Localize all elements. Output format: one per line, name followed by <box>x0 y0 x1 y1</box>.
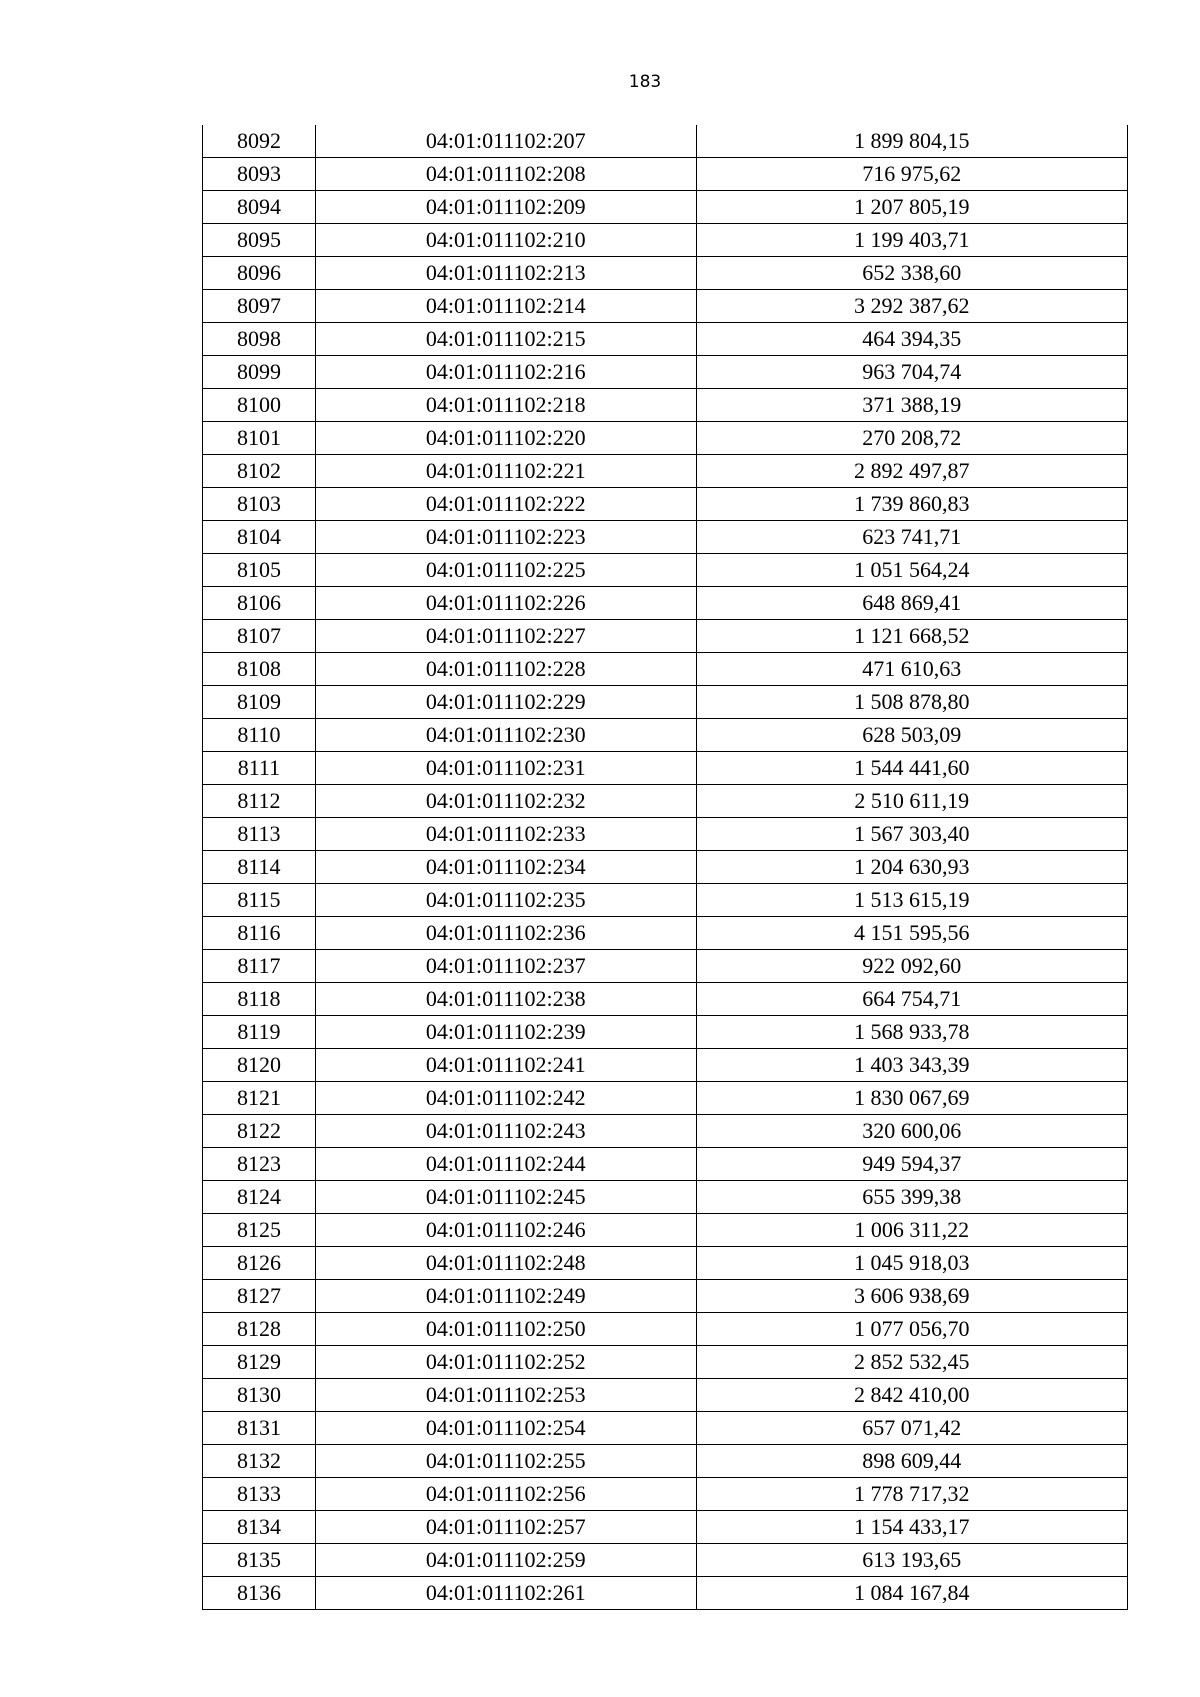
cadastral-number-cell: 04:01:011102:256 <box>315 1478 696 1511</box>
row-number-cell: 8112 <box>203 785 316 818</box>
cadastral-value-cell: 922 092,60 <box>696 950 1127 983</box>
cadastral-number-cell: 04:01:011102:207 <box>315 125 696 158</box>
cadastral-number-cell: 04:01:011102:221 <box>315 455 696 488</box>
row-number-cell: 8097 <box>203 290 316 323</box>
cadastral-number-cell: 04:01:011102:249 <box>315 1280 696 1313</box>
cadastral-value-cell: 1 544 441,60 <box>696 752 1127 785</box>
cadastral-number-cell: 04:01:011102:236 <box>315 917 696 950</box>
table-row <box>203 1280 1128 1313</box>
cadastral-value-cell: 371 388,19 <box>696 389 1127 422</box>
row-number-cell: 8101 <box>203 422 316 455</box>
table-row <box>203 1115 1128 1148</box>
cadastral-number-cell: 04:01:011102:257 <box>315 1511 696 1544</box>
row-number-cell: 8131 <box>203 1412 316 1445</box>
cadastral-number-cell: 04:01:011102:255 <box>315 1445 696 1478</box>
table-row <box>203 224 1128 257</box>
table-row <box>203 455 1128 488</box>
row-number-cell: 8093 <box>203 158 316 191</box>
row-number-cell: 8133 <box>203 1478 316 1511</box>
row-number-cell: 8122 <box>203 1115 316 1148</box>
table-row <box>203 125 1128 158</box>
cadastral-number-cell: 04:01:011102:228 <box>315 653 696 686</box>
table-row <box>203 1016 1128 1049</box>
cadastral-number-cell: 04:01:011102:210 <box>315 224 696 257</box>
row-number-cell: 8119 <box>203 1016 316 1049</box>
cadastral-value-cell: 1 778 717,32 <box>696 1478 1127 1511</box>
row-number-cell: 8126 <box>203 1247 316 1280</box>
row-number-cell: 8125 <box>203 1214 316 1247</box>
cadastral-number-cell: 04:01:011102:225 <box>315 554 696 587</box>
row-number-cell: 8110 <box>203 719 316 752</box>
cadastral-value-cell: 1 207 805,19 <box>696 191 1127 224</box>
cadastral-number-cell: 04:01:011102:231 <box>315 752 696 785</box>
cadastral-value-cell: 898 609,44 <box>696 1445 1127 1478</box>
table-row <box>203 1181 1128 1214</box>
cadastral-number-cell: 04:01:011102:237 <box>315 950 696 983</box>
cadastral-number-cell: 04:01:011102:238 <box>315 983 696 1016</box>
cadastral-value-cell: 4 151 595,56 <box>696 917 1127 950</box>
cadastral-value-cell: 1 567 303,40 <box>696 818 1127 851</box>
cadastral-number-cell: 04:01:011102:250 <box>315 1313 696 1346</box>
cadastral-number-cell: 04:01:011102:234 <box>315 851 696 884</box>
cadastral-value-cell: 716 975,62 <box>696 158 1127 191</box>
table-row <box>203 1214 1128 1247</box>
cadastral-value-cell: 1 199 403,71 <box>696 224 1127 257</box>
cadastral-value-cell: 1 508 878,80 <box>696 686 1127 719</box>
table-row <box>203 818 1128 851</box>
cadastral-value-cell: 949 594,37 <box>696 1148 1127 1181</box>
table-row <box>203 1346 1128 1379</box>
cadastral-value-cell: 1 403 343,39 <box>696 1049 1127 1082</box>
table-row <box>203 1478 1128 1511</box>
table-row <box>203 191 1128 224</box>
row-number-cell: 8118 <box>203 983 316 1016</box>
row-number-cell: 8123 <box>203 1148 316 1181</box>
table-row <box>203 389 1128 422</box>
row-number-cell: 8135 <box>203 1544 316 1577</box>
row-number-cell: 8117 <box>203 950 316 983</box>
cadastral-value-cell: 963 704,74 <box>696 356 1127 389</box>
cadastral-value-cell: 623 741,71 <box>696 521 1127 554</box>
cadastral-value-cell: 270 208,72 <box>696 422 1127 455</box>
cadastral-number-cell: 04:01:011102:213 <box>315 257 696 290</box>
cadastral-number-cell: 04:01:011102:227 <box>315 620 696 653</box>
row-number-cell: 8132 <box>203 1445 316 1478</box>
row-number-cell: 8127 <box>203 1280 316 1313</box>
row-number-cell: 8115 <box>203 884 316 917</box>
cadastral-number-cell: 04:01:011102:254 <box>315 1412 696 1445</box>
row-number-cell: 8108 <box>203 653 316 686</box>
row-number-cell: 8120 <box>203 1049 316 1082</box>
table-row <box>203 1148 1128 1181</box>
cadastral-number-cell: 04:01:011102:214 <box>315 290 696 323</box>
row-number-cell: 8105 <box>203 554 316 587</box>
cadastral-value-cell: 1 006 311,22 <box>696 1214 1127 1247</box>
table-row <box>203 884 1128 917</box>
cadastral-number-cell: 04:01:011102:242 <box>315 1082 696 1115</box>
cadastral-number-cell: 04:01:011102:245 <box>315 1181 696 1214</box>
cadastral-number-cell: 04:01:011102:241 <box>315 1049 696 1082</box>
table-row <box>203 290 1128 323</box>
row-number-cell: 8134 <box>203 1511 316 1544</box>
cadastral-number-cell: 04:01:011102:246 <box>315 1214 696 1247</box>
cadastral-value-cell: 3 292 387,62 <box>696 290 1127 323</box>
cadastral-value-cell: 1 051 564,24 <box>696 554 1127 587</box>
cadastral-value-cell: 628 503,09 <box>696 719 1127 752</box>
cadastral-value-cell: 1 513 615,19 <box>696 884 1127 917</box>
table-row <box>203 356 1128 389</box>
row-number-cell: 8109 <box>203 686 316 719</box>
cadastral-number-cell: 04:01:011102:226 <box>315 587 696 620</box>
table-row <box>203 719 1128 752</box>
cadastral-number-cell: 04:01:011102:220 <box>315 422 696 455</box>
row-number-cell: 8103 <box>203 488 316 521</box>
table-row <box>203 917 1128 950</box>
table-row <box>203 653 1128 686</box>
row-number-cell: 8129 <box>203 1346 316 1379</box>
table-row <box>203 488 1128 521</box>
cadastral-value-cell: 464 394,35 <box>696 323 1127 356</box>
cadastral-number-cell: 04:01:011102:243 <box>315 1115 696 1148</box>
table-row <box>203 257 1128 290</box>
cadastral-number-cell: 04:01:011102:239 <box>315 1016 696 1049</box>
cadastral-value-cell: 613 193,65 <box>696 1544 1127 1577</box>
table-row <box>203 158 1128 191</box>
cadastral-number-cell: 04:01:011102:252 <box>315 1346 696 1379</box>
table-row <box>203 620 1128 653</box>
cadastral-value-cell: 664 754,71 <box>696 983 1127 1016</box>
cadastral-value-cell: 655 399,38 <box>696 1181 1127 1214</box>
cadastral-value-cell: 1 830 067,69 <box>696 1082 1127 1115</box>
table-row <box>203 1247 1128 1280</box>
cadastral-value-cell: 2 852 532,45 <box>696 1346 1127 1379</box>
cadastral-value-cell: 2 842 410,00 <box>696 1379 1127 1412</box>
row-number-cell: 8128 <box>203 1313 316 1346</box>
cadastral-value-cell: 2 892 497,87 <box>696 455 1127 488</box>
cadastral-number-cell: 04:01:011102:253 <box>315 1379 696 1412</box>
page-number: 183 <box>628 72 662 92</box>
table-row <box>203 983 1128 1016</box>
table-row <box>203 686 1128 719</box>
cadastral-value-cell: 1 045 918,03 <box>696 1247 1127 1280</box>
table-row <box>203 1412 1128 1445</box>
cadastral-number-cell: 04:01:011102:248 <box>315 1247 696 1280</box>
cadastral-value-cell: 471 610,63 <box>696 653 1127 686</box>
table-row <box>203 785 1128 818</box>
row-number-cell: 8092 <box>203 125 316 158</box>
table-row <box>203 554 1128 587</box>
row-number-cell: 8116 <box>203 917 316 950</box>
row-number-cell: 8113 <box>203 818 316 851</box>
table-row <box>203 1544 1128 1577</box>
cadastral-number-cell: 04:01:011102:235 <box>315 884 696 917</box>
cadastral-number-cell: 04:01:011102:215 <box>315 323 696 356</box>
cadastral-number-cell: 04:01:011102:233 <box>315 818 696 851</box>
cadastral-value-cell: 3 606 938,69 <box>696 1280 1127 1313</box>
row-number-cell: 8099 <box>203 356 316 389</box>
row-number-cell: 8098 <box>203 323 316 356</box>
cadastral-number-cell: 04:01:011102:222 <box>315 488 696 521</box>
cadastral-value-table <box>202 125 1128 1610</box>
table-row <box>203 587 1128 620</box>
cadastral-number-cell: 04:01:011102:218 <box>315 389 696 422</box>
table-row <box>203 1379 1128 1412</box>
table-row <box>203 521 1128 554</box>
table-row <box>203 1511 1128 1544</box>
table-row <box>203 1313 1128 1346</box>
cadastral-number-cell: 04:01:011102:229 <box>315 686 696 719</box>
cadastral-value-cell: 1 899 804,15 <box>696 125 1127 158</box>
row-number-cell: 8107 <box>203 620 316 653</box>
cadastral-number-cell: 04:01:011102:230 <box>315 719 696 752</box>
table-row <box>203 851 1128 884</box>
cadastral-value-cell: 1 739 860,83 <box>696 488 1127 521</box>
cadastral-value-cell: 1 121 668,52 <box>696 620 1127 653</box>
cadastral-value-cell: 648 869,41 <box>696 587 1127 620</box>
row-number-cell: 8130 <box>203 1379 316 1412</box>
cadastral-value-cell: 1 154 433,17 <box>696 1511 1127 1544</box>
row-number-cell: 8114 <box>203 851 316 884</box>
row-number-cell: 8104 <box>203 521 316 554</box>
cadastral-value-cell: 1 084 167,84 <box>696 1577 1127 1610</box>
table-row <box>203 323 1128 356</box>
cadastral-number-cell: 04:01:011102:259 <box>315 1544 696 1577</box>
cadastral-number-cell: 04:01:011102:208 <box>315 158 696 191</box>
cadastral-number-cell: 04:01:011102:232 <box>315 785 696 818</box>
table-row <box>203 1049 1128 1082</box>
table-body <box>203 125 1128 1610</box>
cadastral-value-cell: 657 071,42 <box>696 1412 1127 1445</box>
row-number-cell: 8102 <box>203 455 316 488</box>
cadastral-value-cell: 1 568 933,78 <box>696 1016 1127 1049</box>
cadastral-number-cell: 04:01:011102:216 <box>315 356 696 389</box>
row-number-cell: 8136 <box>203 1577 316 1610</box>
row-number-cell: 8124 <box>203 1181 316 1214</box>
cadastral-number-cell: 04:01:011102:209 <box>315 191 696 224</box>
row-number-cell: 8121 <box>203 1082 316 1115</box>
cadastral-value-cell: 1 204 630,93 <box>696 851 1127 884</box>
row-number-cell: 8106 <box>203 587 316 620</box>
cadastral-number-cell: 04:01:011102:223 <box>315 521 696 554</box>
table-row <box>203 1445 1128 1478</box>
table-row <box>203 1577 1128 1610</box>
cadastral-value-cell: 652 338,60 <box>696 257 1127 290</box>
table-row <box>203 752 1128 785</box>
row-number-cell: 8094 <box>203 191 316 224</box>
table-row <box>203 1082 1128 1115</box>
row-number-cell: 8111 <box>203 752 316 785</box>
row-number-cell: 8100 <box>203 389 316 422</box>
cadastral-value-cell: 320 600,06 <box>696 1115 1127 1148</box>
cadastral-value-cell: 2 510 611,19 <box>696 785 1127 818</box>
cadastral-value-cell: 1 077 056,70 <box>696 1313 1127 1346</box>
row-number-cell: 8095 <box>203 224 316 257</box>
row-number-cell: 8096 <box>203 257 316 290</box>
cadastral-number-cell: 04:01:011102:244 <box>315 1148 696 1181</box>
table-row <box>203 422 1128 455</box>
table-row <box>203 950 1128 983</box>
cadastral-number-cell: 04:01:011102:261 <box>315 1577 696 1610</box>
